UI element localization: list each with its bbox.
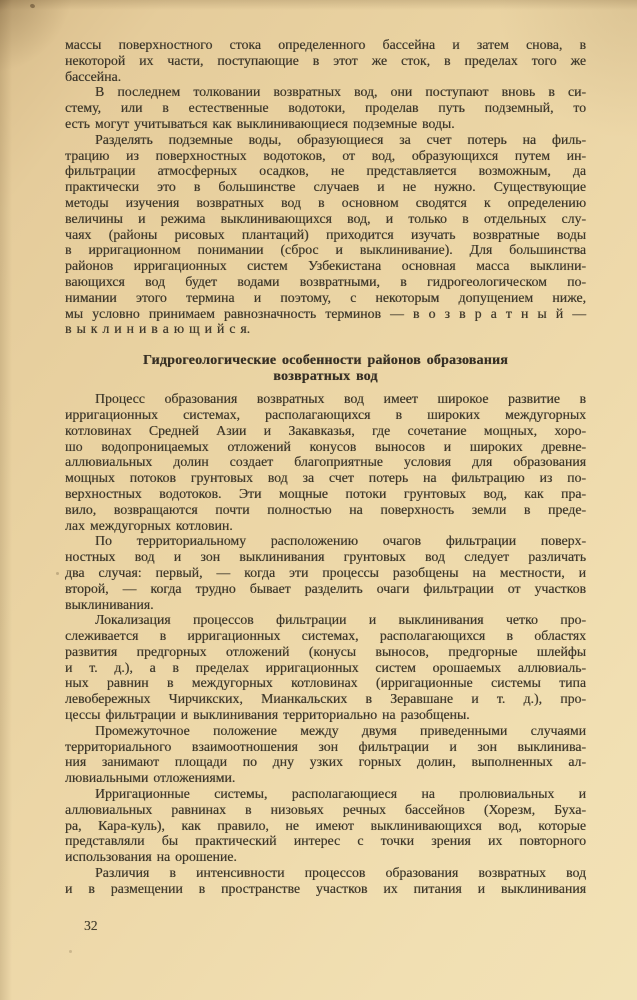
text-line: есть могут учитываться как выклинивающиеся подземные воды. — [65, 115, 455, 131]
text-line: в ы к л и н и в а ю щ и й с я. — [65, 321, 251, 337]
heading-line: Гидрогеологические особенности районов образования — [142, 353, 509, 369]
text-line: верхностных водотоков. Эти мощные потоки грунтовых вод, как пра- — [65, 485, 586, 501]
text-line: слеживается в ирригационных системах, располагающихся в областях — [65, 628, 586, 644]
text-line: выклинивания. — [65, 596, 154, 612]
text-line: трацию из поверхностных водотоков, от вод, образующихся путем ин- — [65, 147, 586, 163]
text-line: территориального взаимоотношения зон фильтрации и зон выклинива- — [65, 738, 586, 754]
text-line: мы условно принимаем равнозначность терминов — в о з в р а т н ы й — — [65, 305, 586, 321]
text-line: лах междугорных котловин. — [65, 517, 233, 533]
text-line: районов ирригационных систем Узбекистана основная масса выклини- — [65, 258, 586, 274]
text-line: Процесс образования возвратных вод имеет широкое развитие в — [95, 391, 586, 407]
text-line: фильтрации атмосферных осадков, не представляется возможным, да — [65, 163, 586, 179]
text-line: чаях (районы рисовых плантаций) приходится изучать возвратные воды — [65, 226, 586, 242]
paragraph — [65, 37, 586, 84]
text-line: второй, — когда трудно бывает разделить очаги фильтрации от участков — [65, 580, 586, 596]
text-line: Промежуточное положение между двумя приведенными случаями — [95, 722, 586, 738]
text-line: ностных вод и зон выклинивания грунтовых вод следует различать — [65, 549, 586, 565]
text-line: практически это в большинстве случаев и не нужно. Существующие — [65, 179, 586, 195]
text-line: два случая: первый, — когда эти процессы разобщены на местности, и — [65, 564, 586, 580]
paper-speck — [29, 3, 35, 8]
text-line: Локализация процессов фильтрации и выклинивания четко про- — [95, 612, 586, 628]
text-line: левобережных Чирчикских, Мианкальских в Зеравшане и т. д.), про- — [65, 691, 586, 707]
text-line: Различия в интенсивности процессов образования возвратных вод — [95, 865, 586, 881]
text-line: стему, или в естественные водотоки, проделав путь подземный, то — [65, 100, 586, 116]
text-line: цессы фильтрации и выклинивания территориально на разобщены. — [65, 707, 470, 723]
text-line: представляли бы практический интерес с точки зрения их повторного — [65, 833, 586, 849]
paper-speck — [69, 950, 72, 953]
text-line: величины и режима выклинивающихся вод, и только в отдельных слу- — [65, 210, 586, 226]
text-line: вающихся вод будет водами возвратными, в гидрогеологическом по- — [65, 273, 586, 289]
heading-line: возвратных вод — [273, 369, 378, 385]
text-line: в ирригационном понимании (сброс и выклинивание). Для большинства — [65, 242, 586, 258]
paragraph — [65, 391, 586, 533]
text-line: аллювиальных равнинах в низовьях речных бассейнов (Хорезм, Буха- — [65, 801, 586, 817]
text-line: массы поверхностного стока определенного бассейна и затем снова, в — [65, 37, 586, 52]
text-line: аллювиальных долин создает благоприятные условия для образования — [65, 454, 586, 470]
text-line: В последнем толковании возвратных вод, они поступают вновь в си- — [95, 84, 586, 100]
paragraph — [65, 132, 586, 337]
paper-speck — [56, 572, 59, 575]
text-line: ния занимают площади по дну узких горных долин, выполненных ал- — [65, 754, 586, 770]
paragraph — [65, 612, 586, 723]
text-line: использования на орошение. — [65, 849, 237, 865]
text-line: бассейна. — [65, 68, 122, 84]
text-line: вило, возвращаются почти полностью на поверхность земли в преде- — [65, 501, 586, 517]
text-column — [65, 37, 586, 897]
text-line: котловинах Средней Азии и Закавказья, где сочетание мощных, хоро- — [65, 422, 586, 438]
text-line: Разделять подземные воды, образующиеся за счет потерь на филь- — [95, 131, 586, 147]
text-line: методы изучения возвратных вод в основном сводятся к определению — [65, 194, 586, 210]
text-line: и в размещении в пространстве участков их питания и выклинивания — [65, 880, 586, 896]
text-line: и т. д.), а в пределах ирригационных систем орошаемых аллювиаль- — [65, 659, 586, 675]
text-line: лювиальными отложениями. — [65, 770, 236, 786]
text-line: ра, Кара-куль), как правило, не имеют выклинивающихся вод, которые — [65, 817, 586, 833]
paragraph — [65, 533, 586, 612]
paragraph — [65, 865, 586, 897]
page-number: 32 — [84, 918, 98, 933]
text-line: нимании этого термина и поэтому, с некоторым допущением ниже, — [65, 289, 586, 305]
text-line: шо водопроницаемых отложений конусов выносов и широких древне- — [65, 438, 586, 454]
paragraph — [65, 84, 586, 131]
text-line: По территориальному расположению очагов фильтрации поверх- — [95, 533, 586, 549]
section-heading — [65, 353, 586, 385]
paragraph — [65, 723, 586, 786]
text-line: ных равнин в междугорных котловинах (ирригационные системы типа — [65, 675, 586, 691]
paragraph — [65, 786, 586, 865]
text-line: Ирригационные системы, располагающиеся на пролювиальных и — [95, 786, 586, 802]
text-line: развития предгорных отложений (конусы выносов, предгорные шлейфы — [65, 643, 586, 659]
text-line: мощных потоков грунтовых вод за счет потерь на фильтрацию из по- — [65, 470, 586, 486]
text-line: некоторой их части, поступающие в этот же сток, в пределах того же — [65, 52, 586, 68]
text-line: ирригационных системах, располагающихся в широких междугорных — [65, 406, 586, 422]
